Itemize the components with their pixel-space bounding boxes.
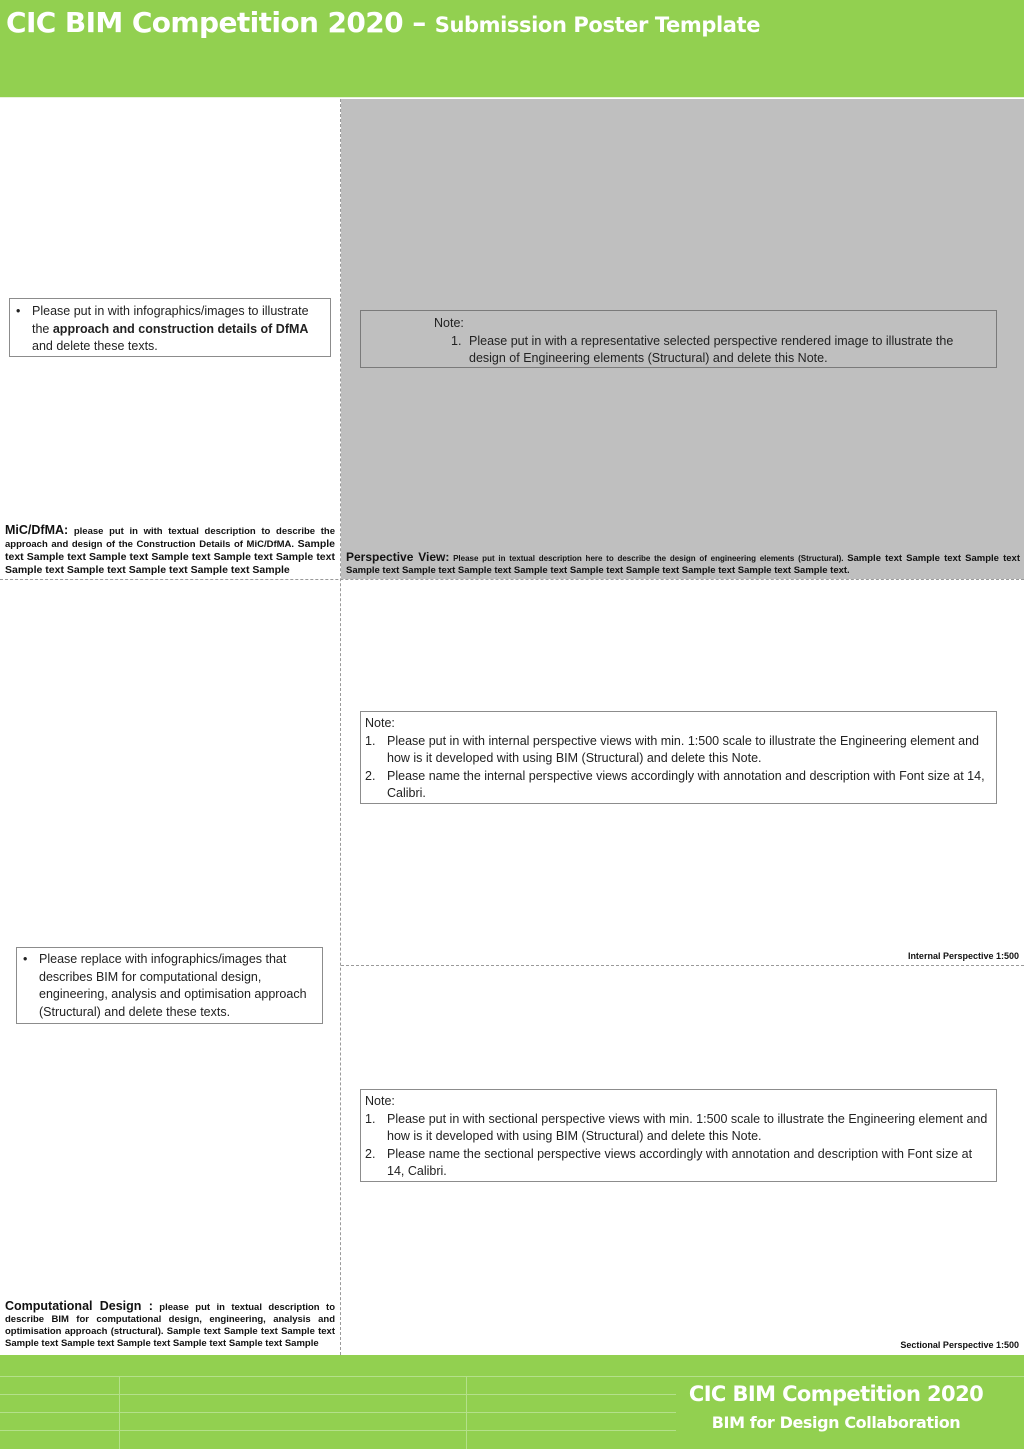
footer-title-line1: CIC BIM Competition 2020: [688, 1382, 984, 1406]
sectional-perspective-note: [360, 1089, 997, 1182]
sectional-perspective-caption: Sectional Perspective 1:500: [900, 1340, 1019, 1350]
poster-footer: [0, 1355, 1024, 1449]
section-divider-internal: [341, 965, 1024, 966]
mic-dfma-callout-bold: approach and construction details of DfMA: [52, 321, 309, 336]
mic-dfma-callout-text: Please put in with infographics/images to illustrate the approach and construction details of DfMA and delete these texts.: [32, 304, 309, 353]
internal-perspective-caption: Internal Perspective 1:500: [907, 951, 1019, 961]
note-item: 1. Please put in with internal perspective views with min. 1:500 scale to illustrate the Engineering element and how is it developed with using BIM (Structural) and delete this Note.: [365, 733, 979, 765]
note-title: Note:: [365, 1094, 395, 1108]
footer-title-line2: BIM for Design Collaboration: [711, 1413, 961, 1432]
poster-title-sub: Submission Poster Template: [434, 13, 761, 37]
footer-grid-line: [0, 1430, 676, 1431]
bullet-icon: •: [23, 952, 28, 966]
internal-perspective-note: [360, 711, 997, 804]
mic-dfma-callout: [9, 298, 331, 357]
note-title: Note:: [434, 316, 464, 330]
poster-title: [6, 6, 760, 39]
footer-grid-line: [0, 1394, 676, 1395]
mic-dfma-description: MiC/DfMA: please put in with textual description to describe the approach and design of the Construction Details of MiC/DfMA. Sample text Sample text Sample text Sample text Sample text Sample text Sample text Sample text Sample text Sample text Sample: [5, 523, 335, 576]
footer-grid-line: [0, 1412, 676, 1413]
mic-dfma-heading: MiC/DfMA:: [5, 523, 69, 537]
note-title: Note:: [365, 716, 395, 730]
computational-design-callout: [16, 947, 323, 1024]
computational-design-bullet: [23, 951, 316, 1021]
footer-grid-line: [119, 1376, 120, 1449]
mic-dfma-bullet: [16, 303, 322, 356]
footer-grid-line: [0, 1376, 1024, 1377]
section-divider-top: [0, 579, 1024, 580]
perspective-view-description: Perspective View: Please put in textual description here to describe the design of engineering elements (Structural). Sample text Sample text Sample text Sample text Sample text Sample text Sample text Sample text Sample text Sample text Sample text Sample text.: [346, 550, 1020, 576]
computational-design-description: Computational Design : please put in textual description to describe BIM for computational design, engineering, analysis and optimisation approach (structural). Sample text Sample text Sample text Sample text Sample text Sample text Sample text Sample text Sample: [5, 1299, 335, 1349]
perspective-view-heading: Perspective View:: [346, 550, 450, 564]
poster-title-main: CIC BIM Competition 2020 –: [6, 6, 435, 39]
footer-grid-line: [466, 1376, 467, 1449]
computational-design-callout-text: Please replace with infographics/images that describes BIM for computational design, engineering, analysis and optimisation approach (Structural) and delete these texts.: [39, 952, 307, 1019]
note-item: 1. Please put in with a representative selected perspective rendered image to illustrate the design of Engineering elements (Structural) and delete this Note.: [451, 333, 954, 365]
note-item: 2. Please name the sectional perspective views accordingly with annotation and description with Font size at 14, Calibri.: [365, 1146, 973, 1178]
note-item: 2. Please name the internal perspective views accordingly with annotation and description with Font size at 14, Calibri.: [365, 768, 985, 800]
footer-title: [676, 1379, 996, 1437]
perspective-note: [360, 310, 997, 368]
poster-header: [0, 0, 1024, 98]
computational-design-heading: Computational Design :: [5, 1299, 153, 1313]
note-item: 1. Please put in with sectional perspective views with min. 1:500 scale to illustrate the Engineering element and how is it developed with using BIM (Structural) and delete this Note.: [365, 1111, 988, 1143]
bullet-icon: •: [16, 304, 21, 318]
